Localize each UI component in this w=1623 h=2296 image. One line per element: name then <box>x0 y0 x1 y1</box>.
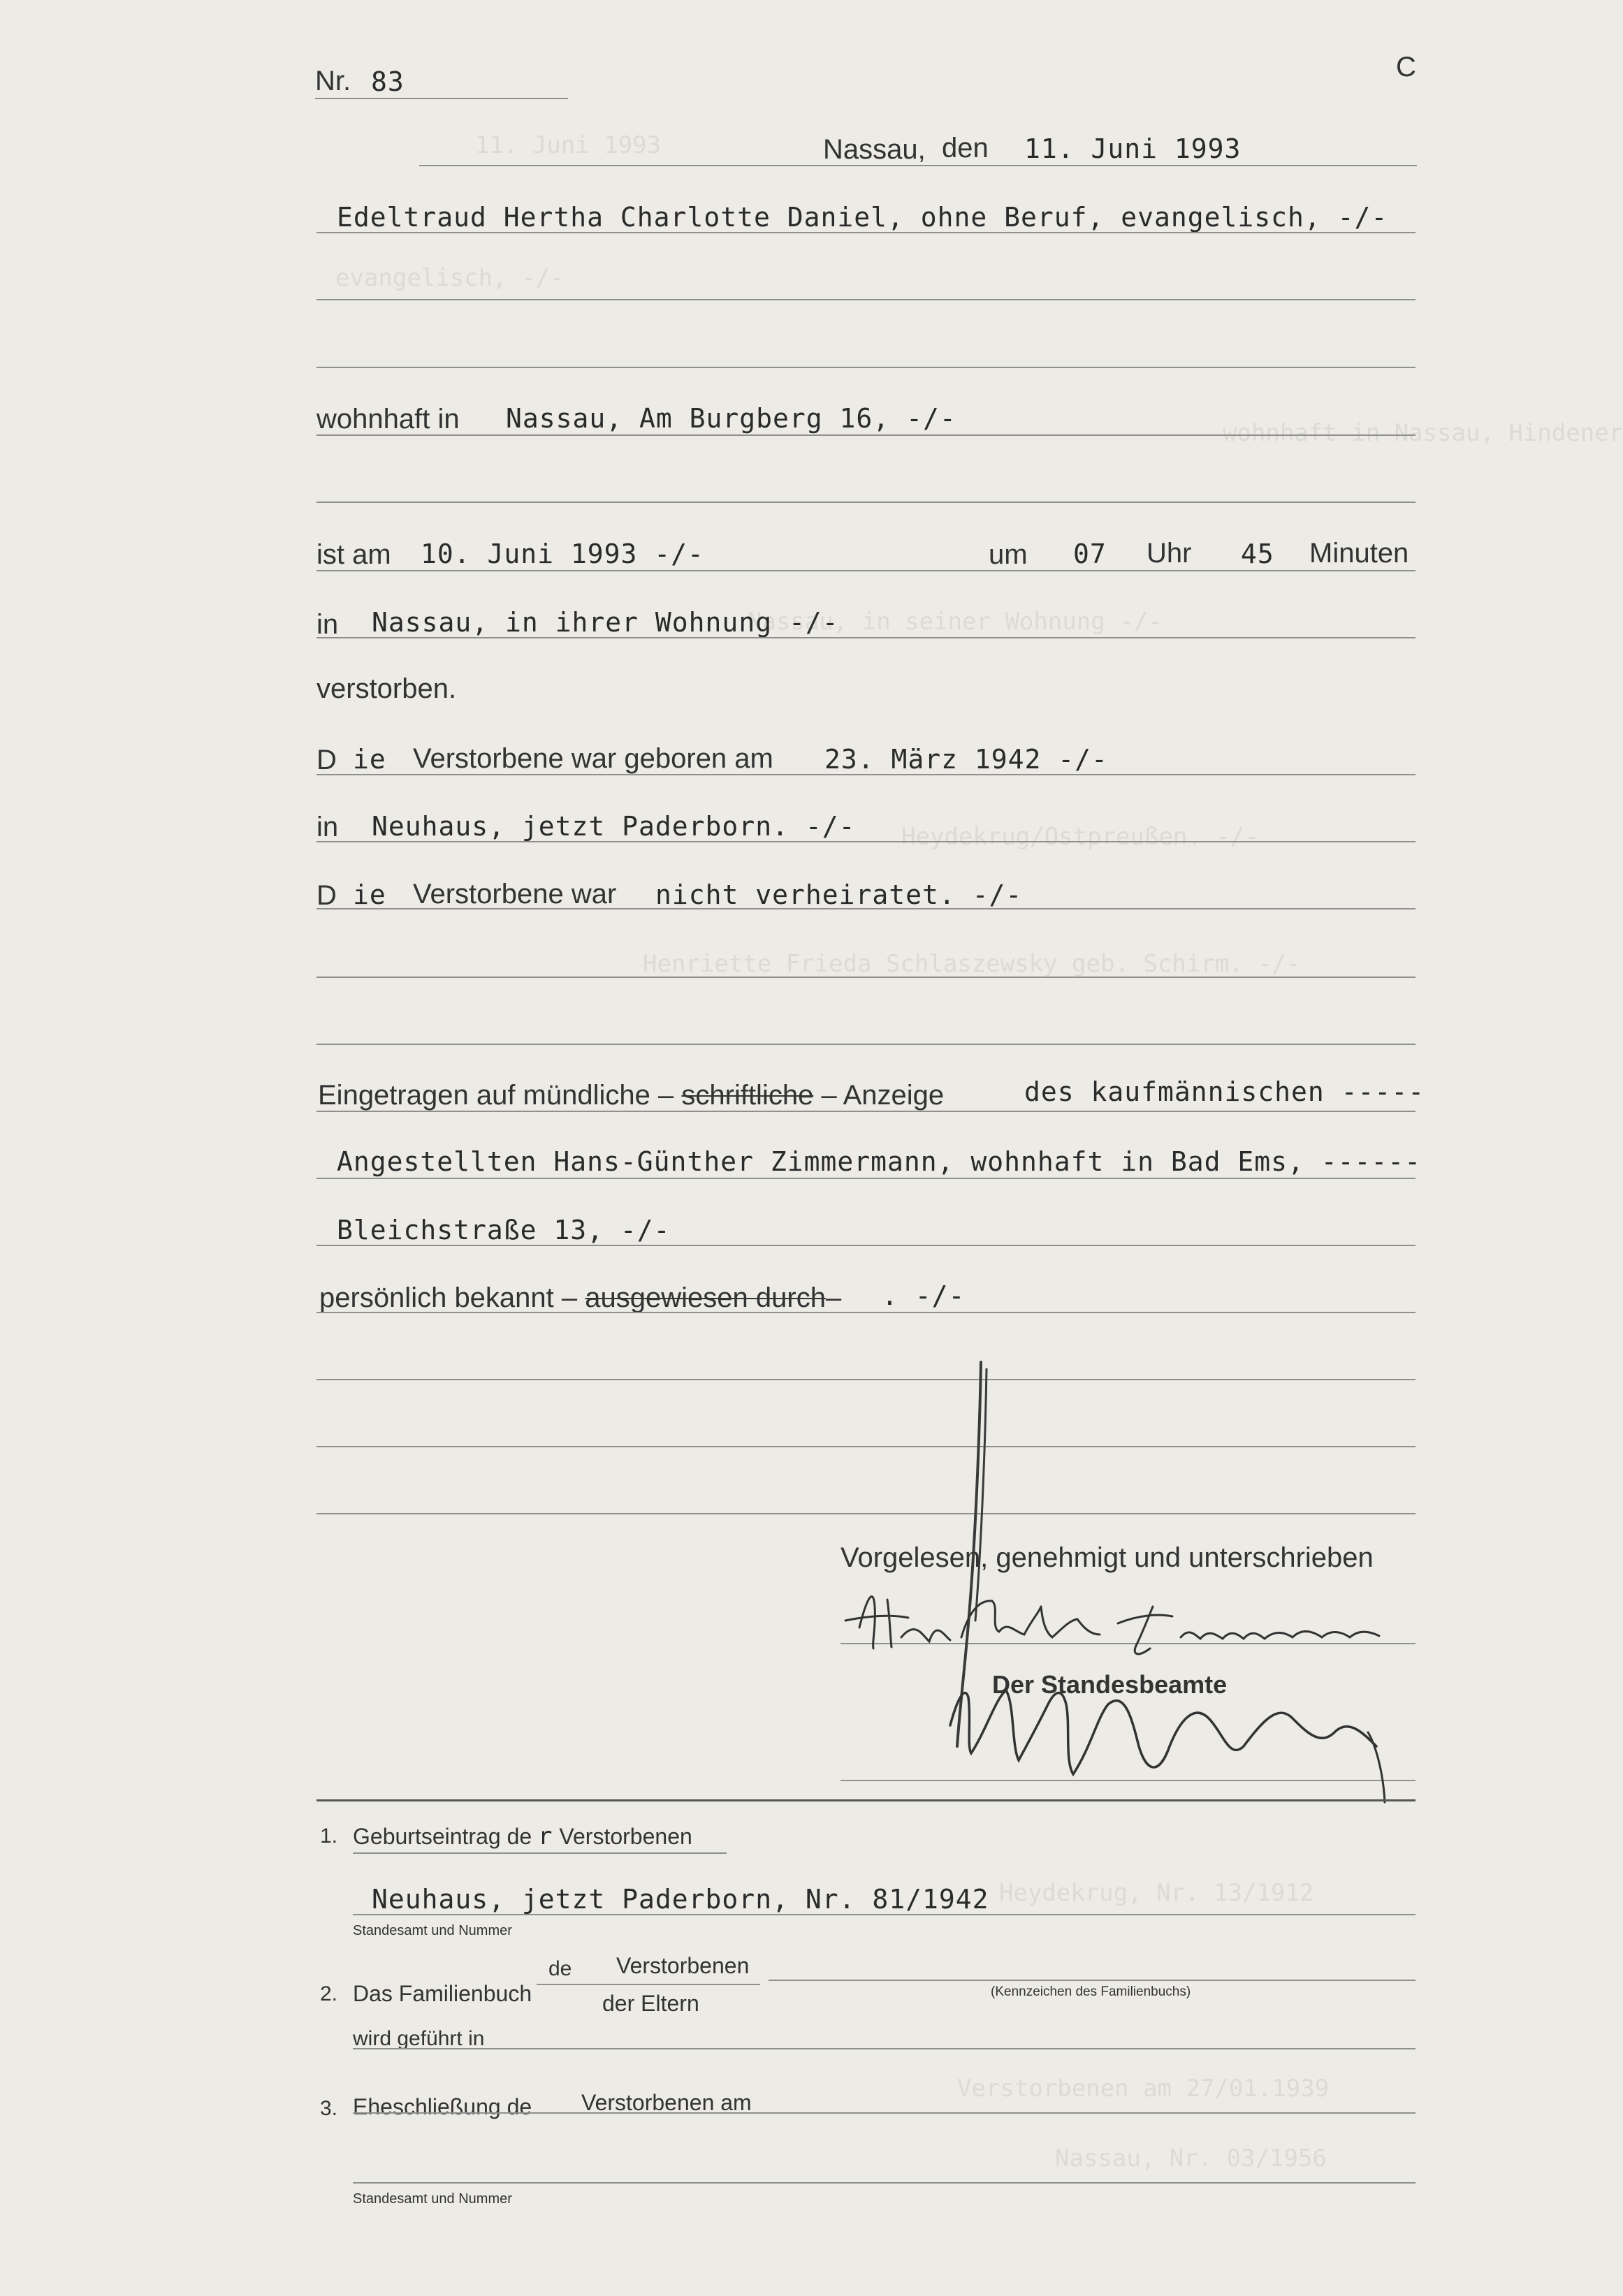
closing-statement: Vorgelesen, genehmigt und unterschrieben <box>840 1542 1374 1573</box>
family-book-option-parents: der Eltern <box>602 1991 699 2016</box>
page-corner-letter: C <box>1396 52 1416 82</box>
registration-label-end: – Anzeige <box>821 1080 945 1111</box>
death-time-rule <box>316 570 1415 571</box>
blank-rule-2 <box>316 367 1415 368</box>
birth-label: Verstorbene war geboren am <box>413 743 773 774</box>
known-struck-word: ausgewiesen durch <box>585 1282 826 1313</box>
informant-line-2: Angestellten Hans-Günther Zimmermann, wohnhaft in Bad Ems, ------ <box>337 1146 1422 1177</box>
known-value: . -/- <box>882 1280 966 1311</box>
handwritten-signatures <box>831 1355 1432 1816</box>
registration-struck-word: schriftliche <box>681 1080 814 1111</box>
birth-place: Neuhaus, jetzt Paderborn. -/- <box>372 811 856 842</box>
birth-article-ie: ie <box>353 744 386 775</box>
deceased-name-line: Edeltraud Hertha Charlotte Daniel, ohne Beruf, evangelisch, -/- <box>337 202 1388 233</box>
footer-separator <box>316 1799 1415 1801</box>
den-label: den <box>942 133 989 163</box>
status-article-ie: ie <box>353 879 386 910</box>
verstorben-label: verstorben. <box>316 673 457 704</box>
known-label-end: – <box>825 1282 842 1313</box>
residence-rule <box>316 434 1415 436</box>
birth-article-d: D <box>316 745 337 775</box>
informant-rule-2 <box>316 1178 1415 1179</box>
entry-number-rule <box>315 98 568 99</box>
death-place-rule <box>316 637 1415 638</box>
registry-date: 11. Juni 1993 <box>1024 133 1242 164</box>
marriage-label-end: Verstorbenen am <box>581 2090 752 2115</box>
minuten-label: Minuten <box>1309 538 1409 569</box>
birth-entry-label-end: Verstorbenen <box>559 1824 692 1849</box>
family-book-option-deceased: Verstorbenen <box>616 1953 750 1978</box>
footer-item-2-number: 2. <box>320 1982 338 2005</box>
marital-status: nicht verheiratet. -/- <box>655 879 1023 910</box>
birth-in-label: in <box>316 812 339 842</box>
blank-rule-4 <box>316 977 1415 978</box>
blank-rule-3 <box>316 502 1415 503</box>
death-minutes: 45 <box>1241 539 1274 569</box>
informant-rule-3 <box>316 1245 1415 1246</box>
registrar-title: Der Standesbeamte <box>992 1670 1228 1699</box>
birth-entry-label-rule <box>353 1852 727 1854</box>
marriage-value-rule <box>353 2182 1415 2184</box>
known-rule <box>316 1312 1415 1313</box>
birth-entry-r: r <box>538 1822 553 1850</box>
birth-entry-caption: Standesamt und Nummer <box>353 1923 512 1938</box>
blank-rule-5 <box>316 1044 1415 1045</box>
blank-rule-1 <box>316 299 1415 300</box>
registration-label-start: Eingetragen auf mündliche – <box>318 1080 674 1111</box>
died-label: ist am <box>316 539 391 570</box>
family-book-kept-label: wird geführt in <box>353 2027 485 2050</box>
footer-item-3-number: 3. <box>320 2097 338 2120</box>
birth-date-rule <box>316 774 1415 775</box>
birth-entry-label <box>353 1822 692 1850</box>
family-book-de: de <box>548 1957 572 1980</box>
registration-rule <box>316 1111 1415 1112</box>
registry-place: Nassau, <box>823 134 926 165</box>
residence-label: wohnhaft in <box>316 404 460 434</box>
status-article-d: D <box>316 880 337 911</box>
marriage-rule <box>353 2112 1415 2114</box>
footer-item-1-number: 1. <box>320 1825 338 1848</box>
family-book-kept-rule <box>353 2048 1415 2049</box>
family-book-rule <box>769 1980 1415 1981</box>
marriage-label: Eheschließung de <box>353 2094 532 2119</box>
civil-death-register-page: 11. Juni 1993 evangelisch, -/- wohnhaft in Nassau, Hindener Nassau, in seiner Wohnung -/- Heydekrug/Ostpreußen. -/- Henriette Frieda Schlaszewsky geb. Schirm. -/- Heydekrug, Nr. 13/1912 Verstorbenen am 27/01.1939 Nassau, Nr. 03/1956 C Nr. 83 Nassau, den 11. Juni 1993 Edeltraud Hertha Charlotte Daniel, ohne Beruf, evangelisch, -/- wohnhaft in Nassau, Am Burgberg 16, -/- ist am 10. Juni 1993 -/- um 07 Uhr 45 Minuten in Nassau, in ihrer Wohnung -/- verstorben. D ie Verstorbene war geboren am 23. März 1942 -/- in Neuhaus, jetzt Paderborn. -/- D ie Verstorbene war nicht verheiratet. -/- Eingetragen auf mündliche – schriftliche – Anzeige des kaufmännischen ----- Angestellten Hans-Günther Zimmermann, wohnhaft in Bad Ems, ------ Bleichstraße 13, -/- persönlich bekannt – ausgewiesen durch– . -/- Vorgelesen, genehmigt und unterschrieben Der Standesbeamte 1. Geburtseintrag de r Verstorbenen Neuhaus, jetzt Paderborn, Nr. 81/1942 Standesamt und Nummer 2. Das Familienbuch de Verstorbenen der Eltern (Kennzeichen des Familienbuchs) wird geführt in 3. Eheschließung de Verstorbenen am Standesamt und Nummer <box>315 52 1623 2207</box>
header-rule <box>419 165 1417 166</box>
status-label: Verstorbene war <box>413 879 617 909</box>
family-book-divider <box>537 1984 760 1985</box>
known-label: persönlich bekannt – <box>319 1282 578 1313</box>
birth-date: 23. März 1942 -/- <box>824 744 1108 775</box>
known-label-line <box>319 1284 841 1312</box>
died-date: 10. Juni 1993 -/- <box>421 539 704 569</box>
informant-line-3: Bleichstraße 13, -/- <box>337 1215 671 1245</box>
family-book-label: Das Familienbuch <box>353 1981 532 2006</box>
birth-place-rule <box>316 841 1415 842</box>
name-rule <box>316 232 1415 233</box>
residence-value: Nassau, Am Burgberg 16, -/- <box>506 403 956 434</box>
status-rule <box>316 908 1415 909</box>
death-in-label: in <box>316 609 339 640</box>
informant-line-1: des kaufmännischen ----- <box>1024 1076 1425 1107</box>
death-hour: 07 <box>1073 539 1107 569</box>
entry-number-label: Nr. <box>315 66 351 96</box>
family-book-caption: (Kennzeichen des Familienbuchs) <box>991 1984 1191 1999</box>
birth-entry-rule <box>353 1914 1415 1915</box>
um-label: um <box>989 539 1028 570</box>
marriage-caption: Standesamt und Nummer <box>353 2191 512 2207</box>
birth-entry-label-text: Geburtseintrag de <box>353 1824 532 1849</box>
death-place: Nassau, in ihrer Wohnung -/- <box>372 607 839 638</box>
registration-label <box>318 1081 944 1109</box>
uhr-label: Uhr <box>1147 538 1192 569</box>
birth-entry-value: Neuhaus, jetzt Paderborn, Nr. 81/1942 <box>372 1884 989 1915</box>
entry-number: 83 <box>371 66 405 97</box>
